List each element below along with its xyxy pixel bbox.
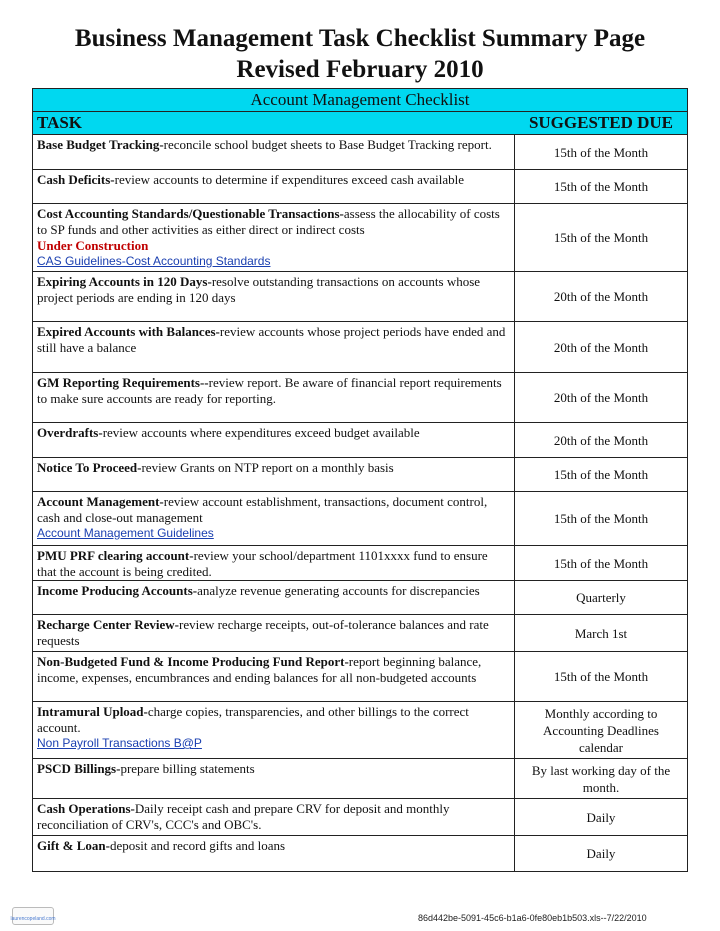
due-cell: Daily: [586, 809, 616, 825]
task-description: assess the allocability of costs to SP funds and other activities as either direct or indirect costs: [37, 206, 500, 237]
task-description: review recharge receipts, out-of-tolerance balances and rate requests: [37, 617, 489, 648]
task-name: Notice To Proceed-: [37, 460, 142, 475]
table-row: [33, 135, 687, 170]
task-description: review report. Be aware of financial report requirements to make sure accounts are ready for reporting.: [37, 375, 502, 406]
task-name: Expired Accounts with Balances-: [37, 324, 220, 339]
table-header: [33, 112, 687, 135]
task-cell: [33, 615, 515, 651]
task-name: Intramural Upload-: [37, 704, 148, 719]
task-cell: [33, 458, 515, 491]
due-cell: 20th of the Month: [553, 289, 649, 304]
task-cell: [33, 799, 515, 835]
due-cell: 15th of the Month: [553, 144, 649, 160]
due-cell: 15th of the Month: [553, 179, 649, 194]
task-name: Income Producing Accounts-: [37, 583, 198, 598]
task-cell: [33, 272, 515, 321]
table-row: [33, 373, 687, 423]
table-row: [33, 615, 687, 652]
task-description: prepare billing statements: [120, 761, 255, 776]
task-description: review your school/department 1101xxxx fund to ensure that the account is being credited.: [37, 548, 488, 579]
task-description: deposit and record gifts and loans: [109, 838, 286, 853]
task-cell: [33, 170, 515, 203]
task-name: Non-Budgeted Fund & Income Producing Fund Report-: [37, 654, 349, 669]
task-name: Cash Operations-: [37, 801, 135, 816]
task-description: review accounts whose project periods have ended and still have a balance: [37, 324, 506, 355]
task-description: review account establishment, transactions, document control, cash and close-out management: [37, 494, 488, 525]
table-row: [33, 204, 687, 272]
due-column-header: SUGGESTED DUE: [528, 113, 674, 132]
task-name: Recharge Center Review-: [37, 617, 179, 632]
task-name: Expiring Accounts in 120 Days-: [37, 274, 212, 289]
task-description: charge copies, transparencies, and other billings to the correct account.: [37, 704, 469, 735]
page-subtitle: Revised February 2010: [236, 56, 484, 83]
watermark-text: laurencopeland.com: [10, 916, 56, 922]
task-description: Daily receipt cash and prepare CRV for deposit and monthly reconciliation of CRV's, CCC's and OBC's.: [37, 801, 450, 832]
table-row: [33, 652, 687, 702]
guideline-link[interactable]: Account Management Guidelines: [37, 526, 214, 540]
table-row: [33, 322, 687, 373]
task-name: Gift & Loan-: [37, 838, 110, 853]
due-cell: Daily: [586, 846, 616, 861]
table-row: [33, 170, 687, 204]
task-cell: [33, 204, 515, 271]
table-body: [33, 135, 687, 871]
task-cell: [33, 702, 515, 758]
due-cell: 15th of the Month: [553, 467, 649, 482]
task-description: review accounts to determine if expenditures exceed cash available: [114, 172, 465, 187]
due-cell: Quarterly: [576, 590, 626, 605]
task-cell: [33, 492, 515, 545]
task-cell: [33, 836, 515, 871]
due-cell: By last working day of the month.: [531, 762, 671, 795]
table-row: [33, 799, 687, 836]
task-cell: [33, 135, 515, 169]
task-name: Overdrafts-: [37, 425, 103, 440]
page-title: Business Management Task Checklist Summary Page: [74, 25, 646, 52]
task-name: GM Reporting Requirements--: [37, 375, 209, 390]
due-cell: 15th of the Month: [553, 230, 649, 245]
task-cell: [33, 581, 515, 614]
table-row: [33, 581, 687, 615]
table-banner: Account Management Checklist: [33, 89, 687, 112]
status-note: Under Construction: [37, 238, 149, 253]
due-cell: 15th of the Month: [553, 669, 649, 684]
task-description: review Grants on NTP report on a monthly basis: [141, 460, 394, 475]
task-description: resolve outstanding transactions on accounts whose project periods are ending in 120 days: [37, 274, 481, 305]
guideline-link[interactable]: Non Payroll Transactions B@P: [37, 736, 202, 750]
guideline-link[interactable]: CAS Guidelines-Cost Accounting Standards: [37, 254, 271, 268]
table-row: [33, 423, 687, 458]
due-cell: 15th of the Month: [553, 511, 649, 526]
task-name: Account Management-: [37, 494, 164, 509]
due-cell: 20th of the Month: [553, 432, 649, 448]
task-description: report beginning balance, income, expenses, encumbrances and ending balances for all non-budgeted accounts: [37, 654, 482, 685]
table-row: [33, 546, 687, 581]
task-name: Base Budget Tracking-: [37, 137, 164, 152]
table-row: [33, 702, 687, 759]
task-cell: [33, 759, 515, 798]
due-cell: 20th of the Month: [553, 339, 649, 355]
table-row: [33, 836, 687, 871]
task-name: PSCD Billings-: [37, 761, 121, 776]
due-cell: Monthly according to Accounting Deadlines calendar: [543, 705, 659, 755]
task-cell: [33, 652, 515, 701]
due-cell: 15th of the Month: [553, 555, 649, 571]
due-cell: 20th of the Month: [553, 390, 649, 405]
table-row: [33, 272, 687, 322]
checklist-table: [32, 88, 688, 872]
footer-filename: 86d442be-5091-45c6-b1a6-0fe80eb1b503.xls--7/22/2010: [418, 913, 647, 923]
task-description: analyze revenue generating accounts for discrepancies: [197, 583, 480, 598]
task-description: review accounts where expenditures exceed budget available: [102, 425, 420, 440]
watermark-logo: [12, 907, 54, 925]
task-cell: [33, 322, 515, 372]
task-cell: [33, 373, 515, 422]
due-cell: March 1st: [574, 625, 628, 641]
task-description: reconcile school budget sheets to Base Budget Tracking report.: [163, 137, 492, 152]
task-name: Cost Accounting Standards/Questionable Transactions-: [37, 206, 344, 221]
table-row: [33, 492, 687, 546]
table-row: [33, 759, 687, 799]
task-cell: [33, 546, 515, 580]
task-name: Cash Deficits-: [37, 172, 115, 187]
task-cell: [33, 423, 515, 457]
task-name: PMU PRF clearing account-: [37, 548, 194, 563]
table-row: [33, 458, 687, 492]
task-column-header: TASK: [37, 113, 83, 132]
